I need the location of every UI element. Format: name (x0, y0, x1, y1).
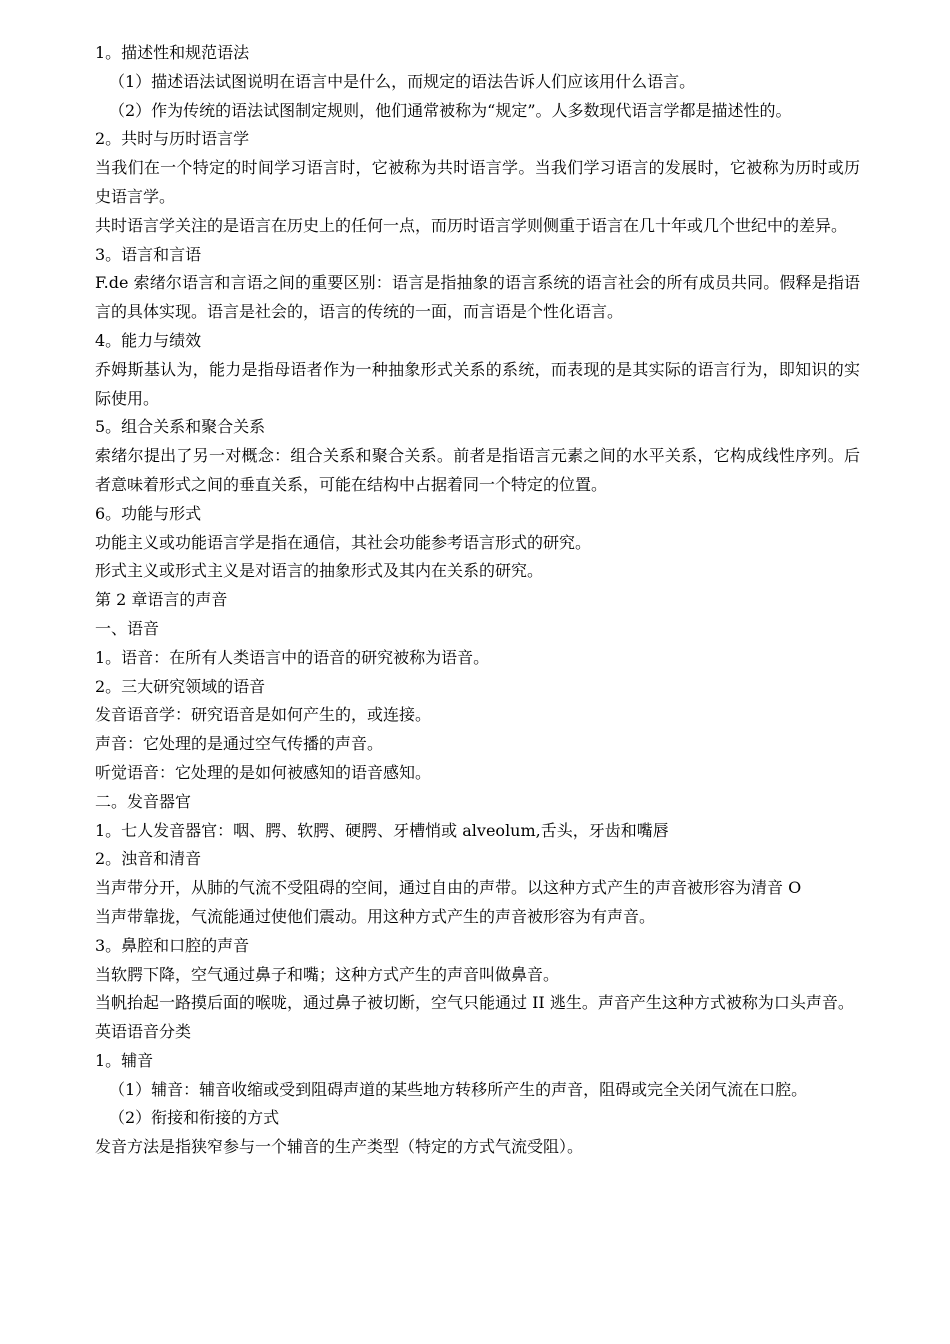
paragraph-functionalism: 功能主义或功能语言学是指在通信，其社会功能参考语言形式的研究。 (95, 532, 592, 552)
section-heading-english-classification: 英语语音分类 (95, 1022, 192, 1042)
section-heading-function-form: 6。功能与形式 (95, 503, 202, 523)
section-heading-nasal-oral: 3。鼻腔和口腔的声音 (95, 935, 250, 955)
document-page (95, 39, 860, 1162)
paragraph-traditional-grammar: （2）作为传统的语法试图制定规则，他们通常被称为“规定”。人多数现代语言学都是描述性的。 (109, 100, 792, 120)
paragraph-articulatory-phonetics: 发音语音学：研究语音是如何产生的，或连接。 (95, 705, 432, 725)
paragraph-speech-organs-list: 1。七人发音器官：咽、腭、软腭、硬腭、牙槽悄或 alveolum,舌头，牙齿和嘴唇 (95, 820, 669, 840)
section-heading-descriptive-prescriptive: 1。描述性和规范语法 (95, 43, 250, 62)
section-heading-consonants: 1。辅音 (95, 1050, 154, 1070)
paragraph-manner-definition: 发音方法是指狭窄参与一个辅音的生产类型（特定的方式气流受阻）。 (95, 1137, 584, 1157)
paragraph-acoustic-phonetics: 声音：它处理的是通过空气传播的声音。 (95, 734, 384, 754)
section-heading-voicing: 2。浊音和清音 (95, 849, 202, 869)
section-heading-langue-parole: 3。语言和言语 (95, 244, 202, 264)
paragraph-articulation-manner: （2）衔接和衔接的方式 (109, 1108, 280, 1128)
section-heading-speech-organs: 二。发音器官 (95, 791, 192, 811)
section-heading-synchronic-diachronic: 2。共时与历时语言学 (95, 129, 250, 149)
paragraph-saussure-distinction: F.de 索绪尔语言和言语之间的重要区别：语言是指抽象的语言系统的语言社会的所有成员共同。假释是指语言的具体实现。语言是社会的，语言的传统的一面，而言语是个性化语言。 (95, 273, 860, 322)
paragraph-oral: 当帆抬起一路摸后面的喉咙，通过鼻子被切断，空气只能通过 II 逃生。声音产生这种方式被称为口头声音。 (95, 993, 854, 1013)
paragraph-voiceless: 当声带分开，从肺的气流不受阻碍的空间，通过自由的声带。以这种方式产生的声音被形容为清音 O (95, 878, 802, 898)
paragraph-nasal: 当软腭下降，空气通过鼻子和嘴；这种方式产生的声音叫做鼻音。 (95, 964, 560, 984)
section-heading-phonetics: 一、语音 (95, 618, 160, 638)
paragraph-synchronic-definition: 当我们在一个特定的时间学习语言时，它被称为共时语言学。当我们学习语言的发展时，它被称为历时或历史语言学。 (95, 158, 860, 206)
paragraph-descriptive-definition: （1）描述语法试图说明在语言中是什么，而规定的语法告诉人们应该用什么语言。 (109, 71, 696, 91)
paragraph-auditory-phonetics: 听觉语音：它处理的是如何被感知的语音感知。 (95, 762, 432, 782)
paragraph-phonetics-definition: 1。语音：在所有人类语言中的语音的研究被称为语音。 (95, 647, 490, 667)
paragraph-saussure-relations: 索绪尔提出了另一对概念：组合关系和聚合关系。前者是指语言元素之间的水平关系，它构成线性序列。后者意味着形式之间的垂直关系，可能在结构中占据着同一个特定的位置。 (95, 446, 860, 494)
paragraph-synchronic-focus: 共时语言学关注的是语言在历史上的任何一点，而历时语言学则侧重于语言在几十年或几个世纪中的差异。 (95, 215, 848, 235)
paragraph-chomsky-competence: 乔姆斯基认为，能力是指母语者作为一种抽象形式关系的系统，而表现的是其实际的语言行为，即知识的实际使用。 (95, 359, 860, 408)
chapter-heading-sounds: 第 2 章语言的声音 (95, 590, 228, 610)
paragraph-consonant-definition: （1）辅音：辅音收缩或受到阻碍声道的某些地方转移所产生的声音，阻碍或完全关闭气流在口腔。 (109, 1079, 808, 1099)
paragraph-voiced: 当声带靠拢，气流能通过使他们震动。用这种方式产生的声音被形容为有声音。 (95, 906, 656, 926)
section-heading-syntagmatic-paradigmatic: 5。组合关系和聚合关系 (95, 417, 266, 437)
section-heading-competence-performance: 4。能力与绩效 (95, 330, 202, 350)
paragraph-formalism: 形式主义或形式主义是对语言的抽象形式及其内在关系的研究。 (95, 561, 544, 581)
section-heading-three-branches: 2。三大研究领域的语音 (95, 676, 266, 696)
